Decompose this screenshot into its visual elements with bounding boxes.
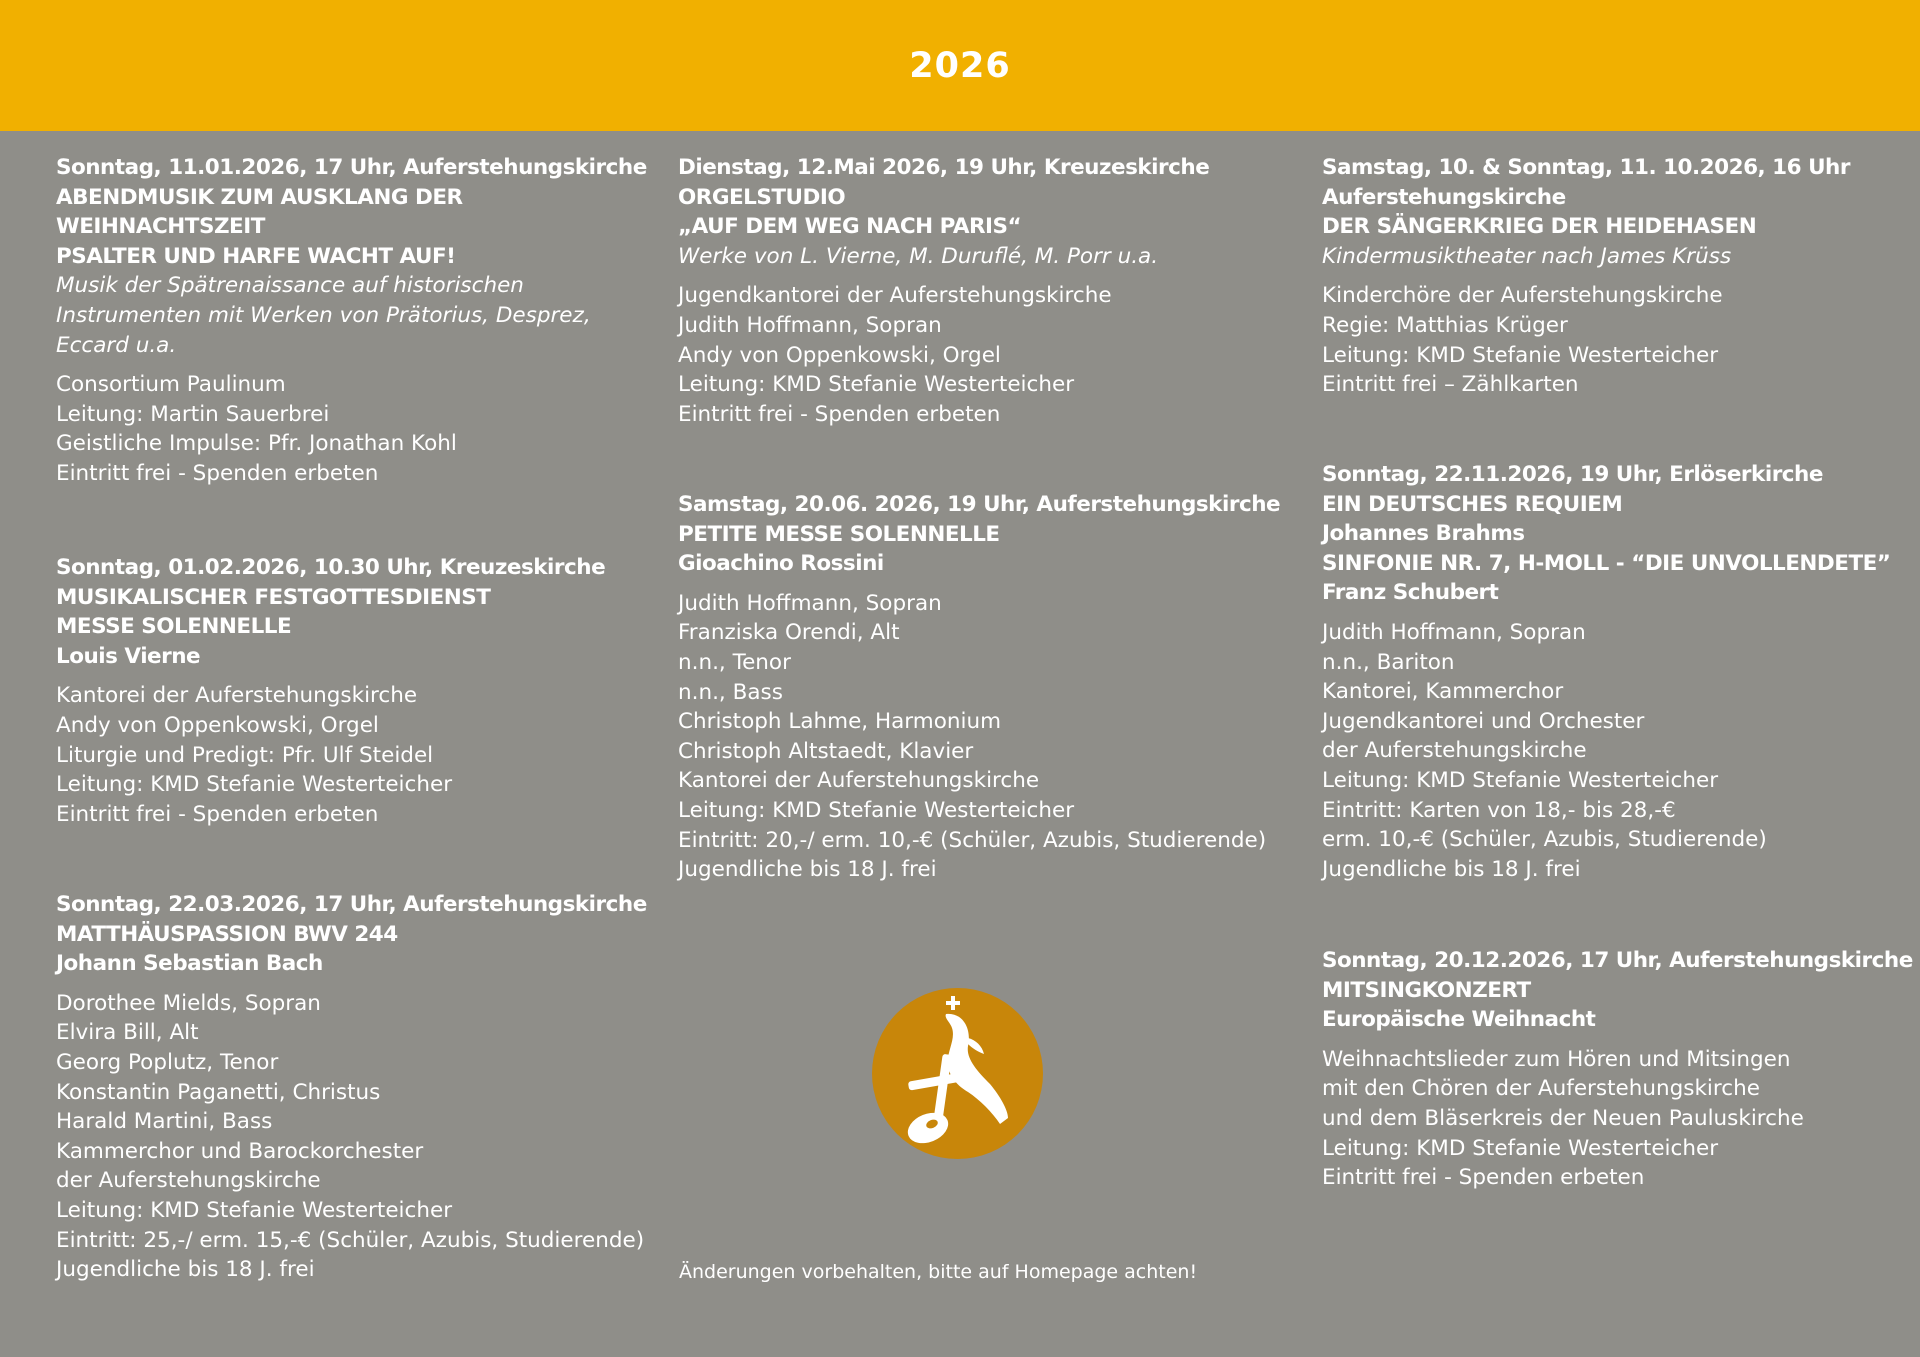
event-detail-line: Judith Hoffmann, Sopran (1322, 619, 1586, 645)
event-title-line: WEIHNACHTSZEIT (56, 214, 265, 240)
event-detail-line: Jugendliche bis 18 J. frei (1322, 856, 1581, 882)
event-detail-line: der Auferstehungskirche (56, 1168, 321, 1194)
event-petite-messe (678, 490, 1280, 885)
event-detail-line: Kantorei der Auferstehungskirche (678, 768, 1040, 794)
event-detail-line: Weihnachtslieder zum Hören und Mitsingen (1322, 1046, 1791, 1072)
event-detail-line: Judith Hoffmann, Sopran (678, 312, 942, 338)
event-detail-line: Kammerchor und Barockorchester (56, 1138, 424, 1164)
event-date: Dienstag, 12.Mai 2026, 19 Uhr, Kreuzeskirche (678, 155, 1210, 180)
event-title-line: SINFONIE NR. 7, H-MOLL - “DIE UNVOLLENDETE” (1322, 550, 1891, 576)
event-detail-line: der Auferstehungskirche (1322, 738, 1587, 764)
event-orgelstudio (678, 153, 1209, 429)
event-title-line: DER SÄNGERKRIEG DER HEIDEHASEN (1322, 214, 1757, 240)
event-date: Samstag, 10. & Sonntag, 11. 10.2026, 16 Uhr (1322, 155, 1850, 180)
event-detail-line: Eintritt frei - Spenden erbeten (1322, 1165, 1645, 1191)
event-detail-line: Leitung: KMD Stefanie Westerteicher (1322, 342, 1719, 368)
event-detail-line: Eintritt: 20,-/ erm. 10,-€ (Schüler, Azubis, Studierende) (678, 827, 1267, 853)
event-title-line: „AUF DEM WEG NACH PARIS“ (678, 214, 1022, 240)
event-title-line: EIN DEUTSCHES REQUIEM (1322, 491, 1623, 517)
event-subtitle-line: Kindermusiktheater nach James Krüss (1322, 243, 1732, 269)
event-detail-line: n.n., Bariton (1322, 649, 1455, 675)
event-detail-line: Georg Poplutz, Tenor (56, 1049, 279, 1075)
event-title-line: PETITE MESSE SOLENNELLE (678, 521, 1000, 547)
event-detail-line: Kantorei der Auferstehungskirche (56, 683, 418, 709)
event-detail-line: Franziska Orendi, Alt (678, 620, 900, 646)
event-detail-line: Jugendkantorei und Orchester (1322, 708, 1645, 734)
event-title-line: Louis Vierne (56, 643, 201, 669)
event-detail-line: Leitung: KMD Stefanie Westerteicher (678, 797, 1075, 823)
event-festgottesdienst (56, 553, 605, 829)
event-saengerkrieg (1322, 153, 1850, 400)
event-detail-line: Jugendliche bis 18 J. frei (678, 857, 937, 883)
event-mitsingkonzert (1322, 946, 1913, 1193)
event-spacer (1322, 608, 1890, 618)
event-abendmusik (56, 153, 647, 489)
event-spacer (1322, 1035, 1913, 1045)
event-detail-line: Eintritt frei - Spenden erbeten (678, 401, 1001, 427)
event-date: Samstag, 20.06. 2026, 19 Uhr, Auferstehungskirche (678, 492, 1281, 517)
event-detail-line: Leitung: KMD Stefanie Westerteicher (56, 772, 453, 798)
event-subtitle-line: Eccard u.a. (56, 332, 177, 358)
year-header (0, 0, 1920, 131)
event-spacer (678, 579, 1280, 589)
event-detail-line: Regie: Matthias Krüger (1322, 312, 1568, 338)
event-detail-line: Leitung: KMD Stefanie Westerteicher (1322, 1135, 1719, 1161)
event-title-line: Gioachino Rossini (678, 551, 884, 577)
event-detail-line: Dorothee Mields, Sopran (56, 990, 321, 1016)
event-spacer (56, 671, 605, 681)
event-detail-line: Kinderchöre der Auferstehungskirche (1322, 283, 1723, 309)
event-title-line: MATTHÄUSPASSION BWV 244 (56, 921, 398, 947)
event-subtitle-line: Werke von L. Vierne, M. Duruflé, M. Porr u.a. (678, 243, 1159, 269)
year-title: 2026 (909, 45, 1011, 86)
event-detail-line: mit den Chören der Auferstehungskirche (1322, 1076, 1760, 1102)
event-date: Sonntag, 20.12.2026, 17 Uhr, Auferstehungskirche (1322, 948, 1913, 973)
event-detail-line: Judith Hoffmann, Sopran (678, 590, 942, 616)
event-detail-line: n.n., Bass (678, 679, 783, 705)
event-detail-line: Christoph Altstaedt, Klavier (678, 738, 974, 764)
event-title-line: ABENDMUSIK ZUM AUSKLANG DER (56, 184, 463, 210)
event-spacer (56, 979, 647, 989)
event-detail-line: Eintritt frei – Zählkarten (1322, 372, 1579, 398)
event-requiem (1322, 460, 1890, 884)
event-title-line: Johannes Brahms (1322, 521, 1525, 547)
event-detail-line: Leitung: Martin Sauerbrei (56, 401, 330, 427)
event-detail-line: Leitung: KMD Stefanie Westerteicher (678, 372, 1075, 398)
event-matthaeuspassion (56, 890, 647, 1285)
event-spacer (56, 360, 647, 370)
event-title-line: Auferstehungskirche (1322, 184, 1566, 210)
event-detail-line: Consortium Paulinum (56, 372, 286, 398)
event-date: Sonntag, 22.11.2026, 19 Uhr, Erlöserkirche (1322, 462, 1823, 487)
event-detail-line: Liturgie und Predigt: Pfr. Ulf Steidel (56, 742, 434, 768)
event-detail-line: Jugendliche bis 18 J. frei (56, 1257, 315, 1283)
event-detail-line: erm. 10,-€ (Schüler, Azubis, Studierende) (1322, 827, 1767, 853)
event-subtitle-line: Instrumenten mit Werken von Prätorius, Desprez, (56, 302, 591, 328)
event-detail-line: Kantorei, Kammerchor (1322, 679, 1564, 705)
event-date: Sonntag, 11.01.2026, 17 Uhr, Auferstehungskirche (56, 155, 647, 180)
event-detail-line: Eintritt frei - Spenden erbeten (56, 801, 379, 827)
event-detail-line: Harald Martini, Bass (56, 1109, 273, 1135)
event-title-line: Franz Schubert (1322, 580, 1499, 606)
conductor-hand-cross-note-icon (872, 988, 1043, 1159)
event-detail-line: Geistliche Impulse: Pfr. Jonathan Kohl (56, 431, 457, 457)
event-spacer (1322, 271, 1850, 281)
event-spacer (678, 271, 1209, 281)
event-date: Sonntag, 22.03.2026, 17 Uhr, Auferstehungskirche (56, 892, 647, 917)
event-detail-line: Leitung: KMD Stefanie Westerteicher (56, 1197, 453, 1223)
event-title-line: MITSINGKONZERT (1322, 977, 1531, 1003)
event-detail-line: und dem Bläserkreis der Neuen Pauluskirche (1322, 1105, 1804, 1131)
event-title-line: ORGELSTUDIO (678, 184, 846, 210)
event-detail-line: n.n., Tenor (678, 649, 791, 675)
event-title-line: Johann Sebastian Bach (56, 951, 323, 977)
event-detail-line: Konstantin Paganetti, Christus (56, 1079, 381, 1105)
event-title-line: Europäische Weihnacht (1322, 1007, 1596, 1033)
event-detail-line: Andy von Oppenkowski, Orgel (678, 342, 1001, 368)
event-subtitle-line: Musik der Spätrenaissance auf historischen (56, 273, 524, 299)
event-detail-line: Eintritt: 25,-/ erm. 15,-€ (Schüler, Azubis, Studierende) (56, 1227, 645, 1253)
event-title-line: MUSIKALISCHER FESTGOTTESDIENST (56, 584, 491, 610)
event-title-line: MESSE SOLENNELLE (56, 614, 292, 640)
event-title-line: PSALTER UND HARFE WACHT AUF! (56, 243, 456, 269)
event-detail-line: Eintritt: Karten von 18,- bis 28,-€ (1322, 797, 1676, 823)
event-detail-line: Christoph Lahme, Harmonium (678, 709, 1002, 735)
footnote: Änderungen vorbehalten, bitte auf Homepage achten! (679, 1261, 1198, 1283)
event-detail-line: Jugendkantorei der Auferstehungskirche (678, 283, 1112, 309)
event-date: Sonntag, 01.02.2026, 10.30 Uhr, Kreuzeskirche (56, 555, 606, 580)
event-detail-line: Eintritt frei - Spenden erbeten (56, 460, 379, 486)
event-detail-line: Elvira Bill, Alt (56, 1020, 199, 1046)
event-detail-line: Andy von Oppenkowski, Orgel (56, 712, 379, 738)
event-detail-line: Leitung: KMD Stefanie Westerteicher (1322, 767, 1719, 793)
